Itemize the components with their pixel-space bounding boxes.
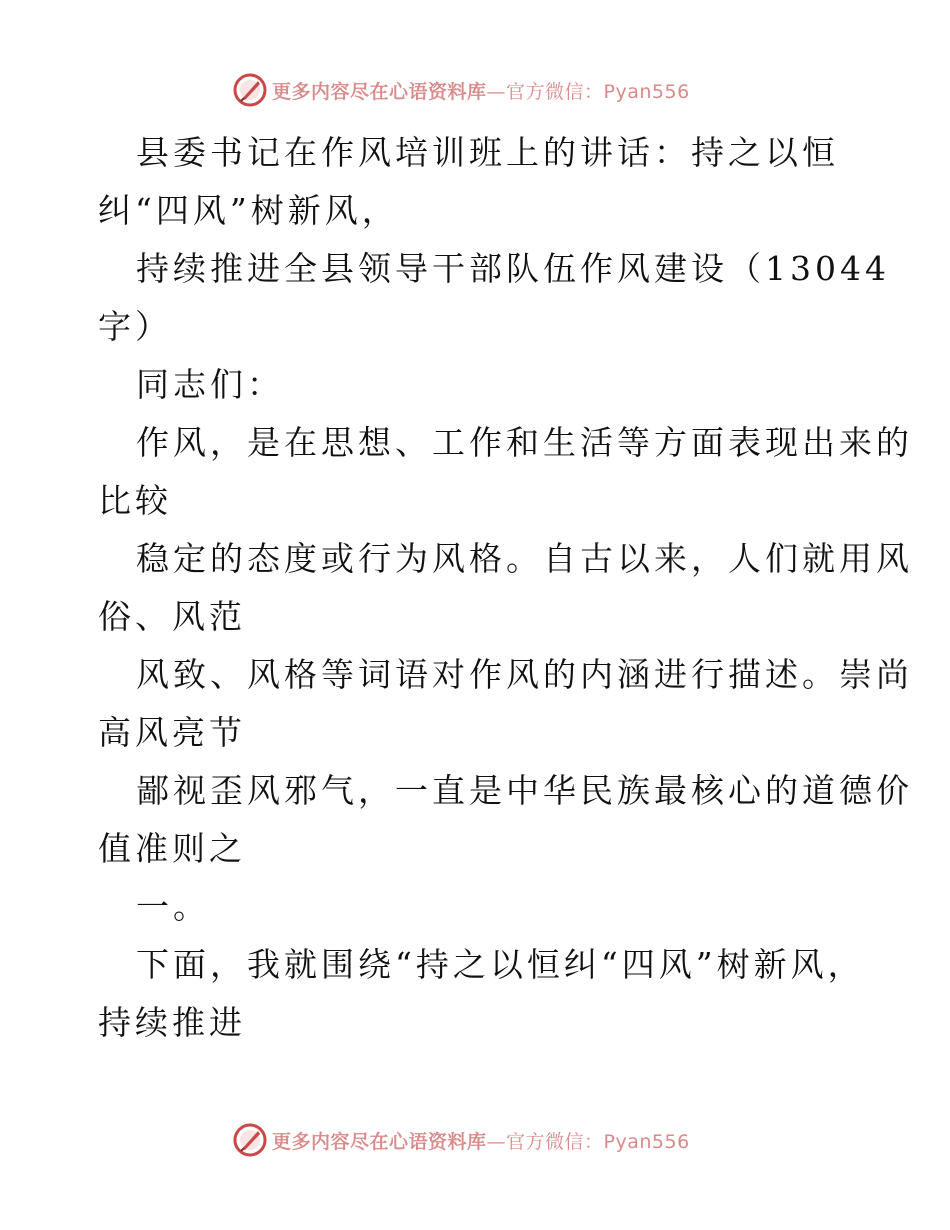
watermark-brand: 更多内容尽在心语资料库 <box>272 80 487 103</box>
document-line: 值准则之 <box>98 829 246 868</box>
document-line: 字） <box>98 307 172 346</box>
document-line: 高风亮节 <box>98 713 246 752</box>
document-line: 县委书记在作风培训班上的讲话：持之以恒 <box>136 133 839 172</box>
watermark-official-label: 官方微信： <box>506 80 604 103</box>
quill-logo-icon <box>232 72 268 108</box>
document-line: 俗、风范 <box>98 597 246 636</box>
document-line: 纠“四风”树新风， <box>98 191 399 230</box>
document-line: 一。 <box>136 887 210 926</box>
document-line: 风致、风格等词语对作风的内涵进行描述。崇尚 <box>136 655 913 694</box>
document-body <box>98 124 913 1052</box>
document-line: 同志们： <box>136 365 284 404</box>
document-line: 稳定的态度或行为风格。自古以来，人们就用风 <box>136 539 913 578</box>
document-line: 持续推进全县领导干部队伍作风建设（13044 <box>136 249 890 288</box>
watermark-header <box>232 72 690 108</box>
watermark-wechat-id: Pyan556 <box>603 80 690 103</box>
watermark-official-label: 官方微信： <box>506 1130 604 1153</box>
document-line: 作风，是在思想、工作和生活等方面表现出来的 <box>136 423 913 462</box>
document-line: 持续推进 <box>98 1003 246 1042</box>
watermark-wechat-id: Pyan556 <box>603 1130 690 1153</box>
document-line: 下面，我就围绕“持之以恒纠“四风”树新风， <box>136 945 865 984</box>
watermark-brand: 更多内容尽在心语资料库 <box>272 1130 487 1153</box>
quill-logo-icon <box>232 1122 268 1158</box>
watermark-footer <box>232 1122 690 1158</box>
watermark-dash: — <box>486 80 507 103</box>
document-line: 鄙视歪风邪气，一直是中华民族最核心的道德价 <box>136 771 913 810</box>
watermark-dash: — <box>486 1130 507 1153</box>
document-line: 比较 <box>98 481 172 520</box>
